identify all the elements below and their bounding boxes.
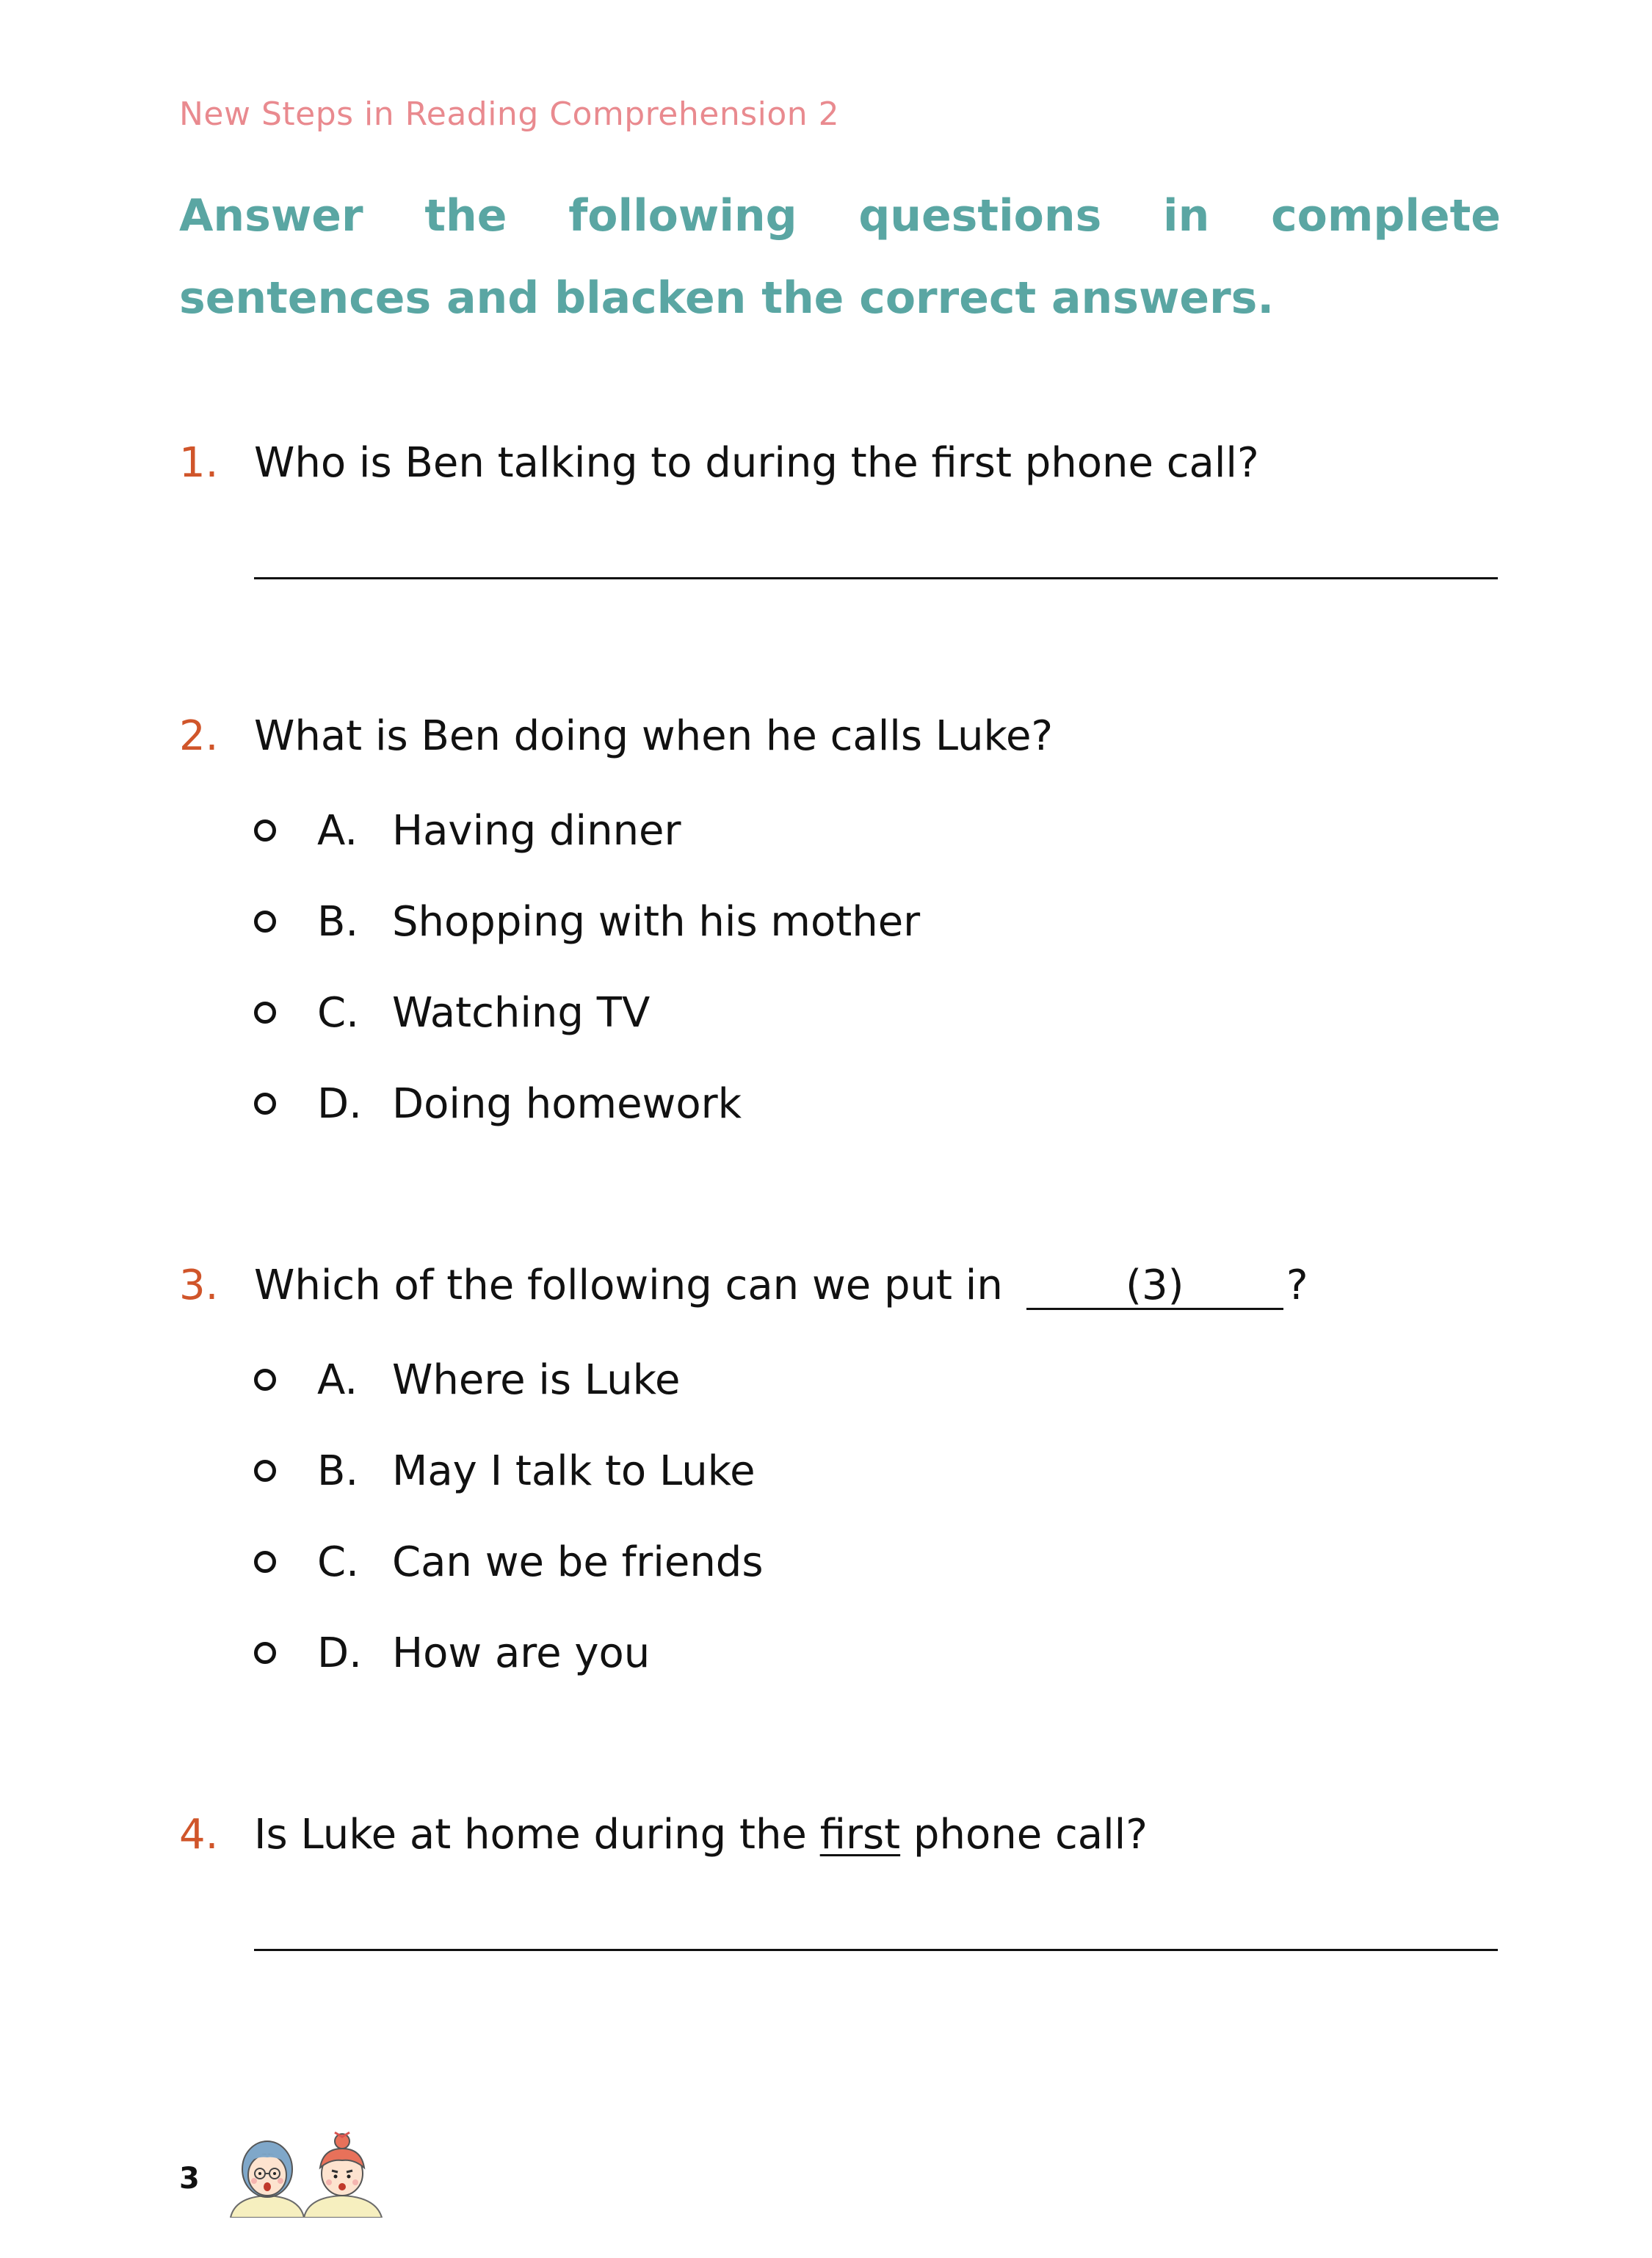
radio-circle-icon[interactable] — [254, 911, 276, 933]
option-letter: A. — [317, 806, 358, 855]
question-1-answer-line[interactable] — [254, 577, 1498, 579]
question-2-text: What is Ben doing when he calls Luke? — [254, 712, 1054, 760]
question-4-text-after: phone call? — [900, 1811, 1148, 1859]
question-4-text — [254, 1811, 1148, 1859]
question-3-text-before: Which of the following can we put in — [254, 1262, 1003, 1309]
question-3-text — [254, 1262, 1308, 1310]
option-text: Shopping with his mother — [392, 897, 921, 946]
option-text: Can we be friends — [392, 1538, 764, 1586]
option-letter: A. — [317, 1356, 358, 1404]
option-letter: B. — [317, 1447, 359, 1495]
radio-circle-icon[interactable] — [254, 1460, 276, 1482]
question-3-option-a[interactable] — [254, 1356, 681, 1404]
option-text: How are you — [392, 1629, 651, 1677]
question-3-number: 3. — [179, 1262, 219, 1309]
option-text: Where is Luke — [392, 1356, 681, 1404]
question-2-option-d[interactable] — [254, 1079, 742, 1128]
question-2-option-a[interactable] — [254, 806, 681, 855]
option-letter: C. — [317, 1538, 359, 1586]
radio-circle-icon[interactable] — [254, 1093, 276, 1115]
question-2-number: 2. — [179, 712, 219, 760]
option-letter: D. — [317, 1629, 362, 1677]
question-3-option-c[interactable] — [254, 1538, 764, 1586]
radio-circle-icon[interactable] — [254, 819, 276, 842]
option-letter: C. — [317, 988, 359, 1037]
question-3-option-b[interactable] — [254, 1447, 756, 1495]
question-4-number: 4. — [179, 1811, 219, 1859]
question-1-text: Who is Ben talking to during the first phone call? — [254, 439, 1259, 487]
question-3-text-after: ? — [1286, 1262, 1308, 1309]
option-letter: D. — [317, 1079, 362, 1128]
two-kids-icon — [225, 2127, 389, 2218]
option-text: May I talk to Luke — [392, 1447, 756, 1495]
question-4-emphasis: first — [819, 1811, 901, 1859]
option-text: Doing homework — [392, 1079, 742, 1128]
question-4-answer-line[interactable] — [254, 1949, 1498, 1951]
radio-circle-icon[interactable] — [254, 1369, 276, 1391]
series-title: New Steps in Reading Comprehension 2 — [179, 95, 840, 133]
question-2-option-c[interactable] — [254, 988, 650, 1037]
question-2-option-b[interactable] — [254, 897, 920, 946]
option-letter: B. — [317, 897, 359, 946]
radio-circle-icon[interactable] — [254, 1002, 276, 1024]
question-1-number: 1. — [179, 439, 219, 487]
page-number: 3 — [179, 2162, 200, 2196]
question-3-blank: (3) — [1026, 1264, 1283, 1310]
option-text: Having dinner — [392, 806, 681, 855]
instructions: Answer the following questions in complete sentences and blacken the correct answers. — [179, 190, 1501, 324]
radio-circle-icon[interactable] — [254, 1551, 276, 1573]
question-3-option-d[interactable] — [254, 1629, 650, 1677]
radio-circle-icon[interactable] — [254, 1642, 276, 1664]
question-4-text-before: Is Luke at home during the — [254, 1811, 820, 1859]
option-text: Watching TV — [392, 988, 651, 1037]
